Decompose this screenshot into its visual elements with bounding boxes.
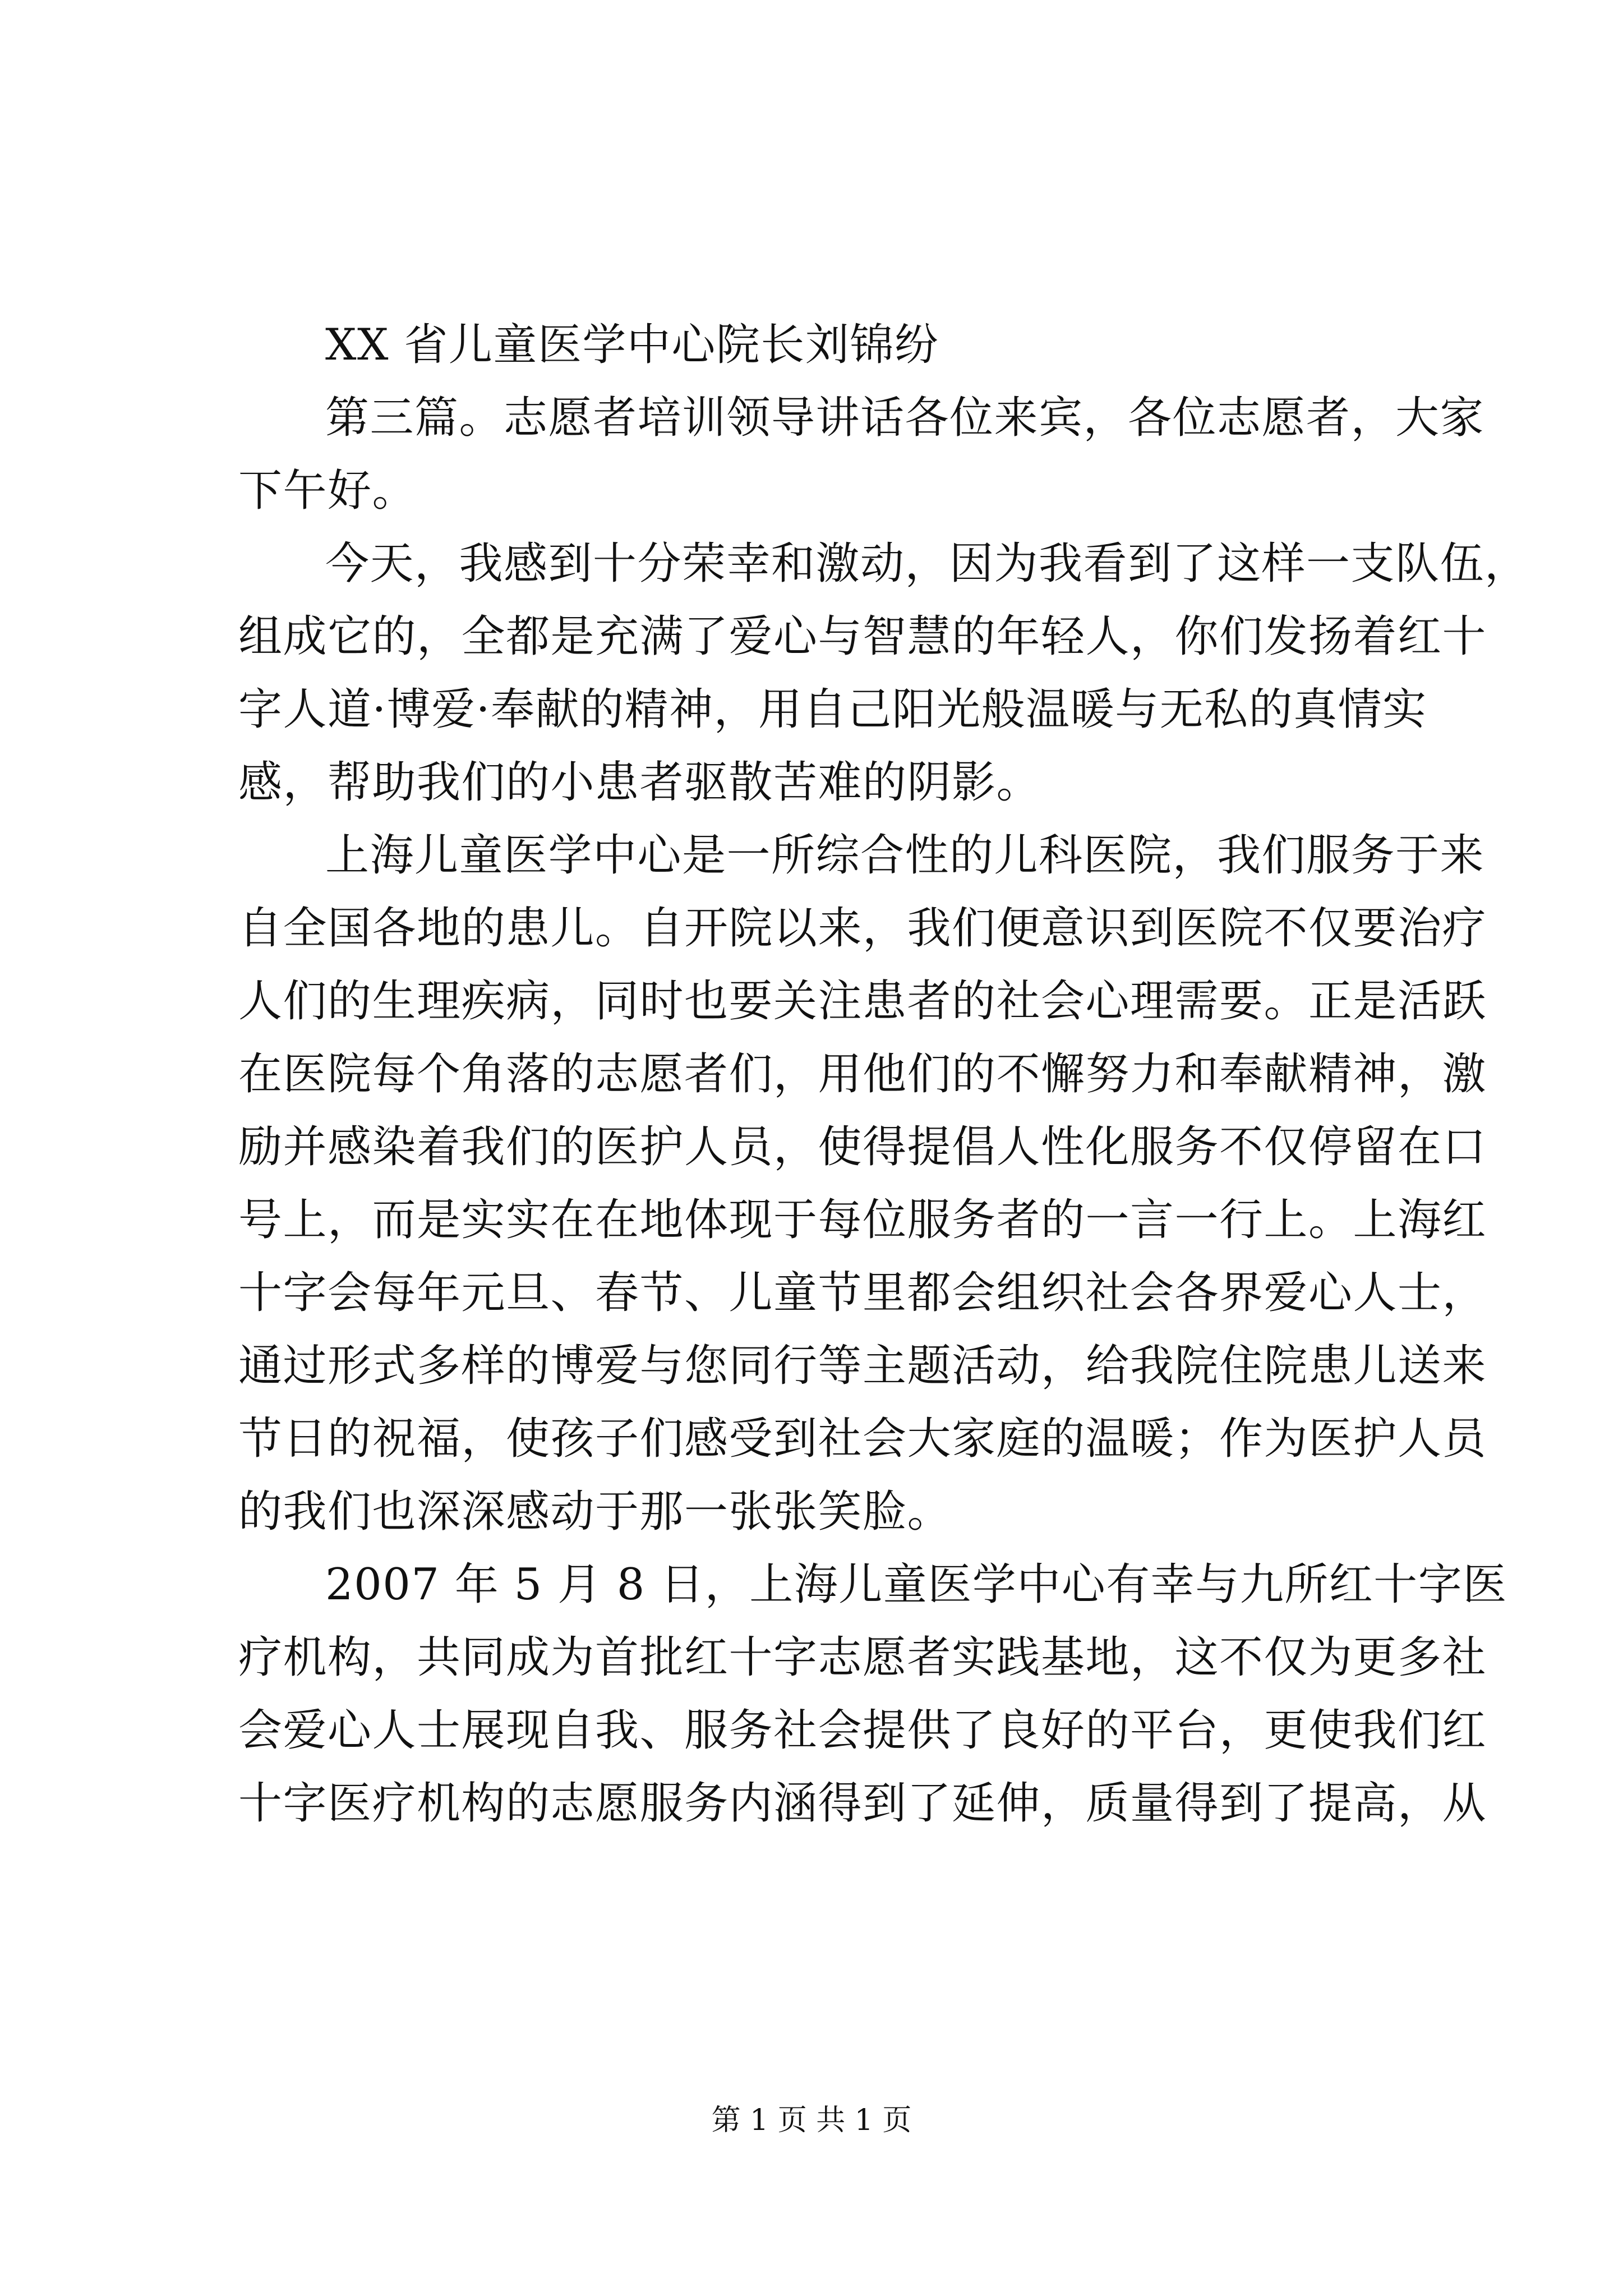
paragraph-line: 十字会每年元旦、春节、儿童节里都会组织社会各界爱心人士， <box>238 1268 1487 1318</box>
paragraph-line: 在医院每个角落的志愿者们，用他们的不懈努力和奉献精神，激 <box>238 1049 1487 1099</box>
page-number-footer: 第 1 页 共 1 页 <box>711 2104 912 2137</box>
paragraph-line: 字人道·博爱·奉献的精神，用自己阳光般温暖与无私的真情实 <box>238 684 1427 735</box>
paragraph-line: 2007 年 5 月 8 日，上海儿童医学中心有幸与九所红十字医 <box>325 1559 1507 1610</box>
paragraph-line: 上海儿童医学中心是一所综合性的儿科医院，我们服务于来 <box>325 830 1485 881</box>
paragraph-line: 励并感染着我们的医护人员，使得提倡人性化服务不仅停留在口 <box>238 1122 1487 1172</box>
paragraph-line: 第三篇。志愿者培训领导讲话各位来宾，各位志愿者，大家 <box>325 393 1485 443</box>
paragraph-line: 自全国各地的患儿。自开院以来，我们便意识到医院不仅要治疗 <box>238 903 1487 954</box>
paragraph-line: 通过形式多样的博爱与您同行等主题活动，给我院住院患儿送来 <box>238 1341 1487 1391</box>
paragraph-line: 疗机构，共同成为首批红十字志愿者实践基地，这不仅为更多社 <box>238 1632 1487 1683</box>
paragraph-line: 下午好。 <box>238 466 417 516</box>
paragraph-line: 人们的生理疾病，同时也要关注患者的社会心理需要。正是活跃 <box>238 976 1487 1027</box>
paragraph-line: 组成它的，全都是充满了爱心与智慧的年轻人，你们发扬着红十 <box>238 611 1487 662</box>
paragraph-line: 感，帮助我们的小患者驱散苦难的阴影。 <box>238 757 1041 808</box>
paragraph-line: 的我们也深深感动于那一张张笑脸。 <box>238 1487 952 1537</box>
paragraph-line: 十字医疗机构的志愿服务内涵得到了延伸，质量得到了提高，从 <box>238 1778 1487 1829</box>
paragraph-line: 号上，而是实实在在地体现于每位服务者的一言一行上。上海红 <box>238 1195 1487 1245</box>
paragraph-line: 会爱心人士展现自我、服务社会提供了良好的平台，更使我们红 <box>238 1705 1487 1756</box>
paragraph-line: 节日的祝福，使孩子们感受到社会大家庭的温暖；作为医护人员 <box>238 1414 1487 1464</box>
signature-line: XX 省儿童医学中心院长刘锦纷 <box>325 320 939 370</box>
paragraph-line: 今天，我感到十分荣幸和激动，因为我看到了这样一支队伍， <box>325 539 1529 589</box>
